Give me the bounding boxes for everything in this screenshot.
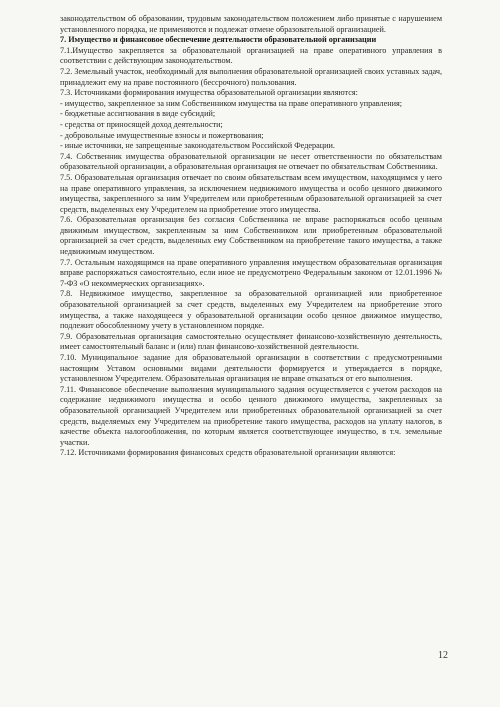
paragraph-7-12: 7.12. Источниками формирования финансовых средств образовательной организации являются: [60, 448, 396, 458]
page-number: 12 [438, 650, 448, 661]
paragraph-7-1: 7.1.Имущество закрепляется за образовательной организацией на праве оперативного управления в соответствии с действующим законодательством. [60, 45, 442, 66]
paragraph-intro: законодательством об образовании, трудовым законодательством положением либо принятые с нарушением установленного порядка, не применяются и подлежат отмене образовательной организацией. [60, 14, 442, 34]
section-heading: 7. Имущество и финансовое обеспечение деятельности образовательной организации [60, 35, 377, 45]
list-item: - бюджетные ассигнования в виде субсидий; [60, 109, 216, 119]
paragraph-7-6: 7.6. Образовательная организация без согласия Собственника не вправе распоряжаться особо ценным движимым имуществом, закрепленным за ним Собственником или приобретенным образовательной организацией за счет средств, выделенных ему Собственником на приобретение такого имущества, а также недвижимым имуществом. [60, 215, 442, 257]
document-body [60, 14, 442, 459]
paragraph-7-11: 7.11. Финансовое обеспечение выполнения муниципального задания осуществляется с учетом расходов на содержание недвижимого имущества и особо ценного движимого имущества, закрепленных за образовательной организацией Учредителем или приобретенных образовательной организацией за счет средств, выделяемых ему Учредителем на приобретение такого имущества, расходов на уплату налогов, в качестве объекта налогообложения, по которым является соответствующее имущество, в т.ч. земельные участки. [60, 384, 442, 447]
list-item: - имущество, закрепленное за ним Собственником имущества на праве оперативного управления; [60, 98, 403, 108]
paragraph-7-2: 7.2. Земельный участок, необходимый для выполнения образовательной организацией своих уставных задач, принадлежит ему на праве постоянного (бессрочного) пользования. [60, 66, 442, 87]
list-item: - иные источники, не запрещенные законодательством Российской Федерации. [60, 141, 335, 151]
paragraph-7-9: 7.9. Образовательная организация самостоятельно осуществляет финансово-хозяйственную деятельность, имеет самостоятельный баланс и (или) план финансово-хозяйственной деятельности. [60, 331, 442, 352]
list-item: - добровольные имущественные взносы и пожертвования; [60, 130, 264, 140]
paragraph-7-3: 7.3. Источниками формирования имущества образовательной организации являются: [60, 88, 358, 98]
paragraph-7-4: 7.4. Собственник имущества образовательной организации не несет ответственности по обязательствам образовательной организации, а образовательная организация не отвечает по обязательствам Собственника. [60, 151, 442, 172]
paragraph-7-7: 7.7. Остальным находящимся на праве оперативного управления имуществом образовательная организация вправе распоряжаться самостоятельно, если иное не предусмотрено Федеральным законом от 12.01.1996 № 7-ФЗ «О некоммерческих организациях». [60, 257, 442, 288]
paragraph-7-10: 7.10. Муниципальное задание для образовательной организации в соответствии с предусмотренными настоящим Уставом основными видами деятельности формируется и утверждается в порядке, установленном Учредителем. Образовательная организация не вправе отказаться от его выполнения. [60, 353, 442, 384]
paragraph-7-8: 7.8. Недвижимое имущество, закрепленное за образовательной организацией или приобретенное образовательной организацией за счет средств, выделенных ему Учредителем на приобретение этого имущества, а также находящееся у образовательной организации особо ценное движимое имущество, подлежит обособленному учету в установленном порядке. [60, 289, 442, 331]
paragraph-7-5: 7.5. Образовательная организация отвечает по своим обязательствам всем имуществом, находящимся у него на праве оперативного управления, за исключением недвижимого имущества и особо ценного движимого имущества, закрепленного за ним Учредителем или приобретенным образовательной организацией за счет средств, выделенных ему Учредителем на приобретение этого имущества. [60, 172, 442, 214]
list-item: - средства от приносящей доход деятельности; [60, 119, 223, 129]
